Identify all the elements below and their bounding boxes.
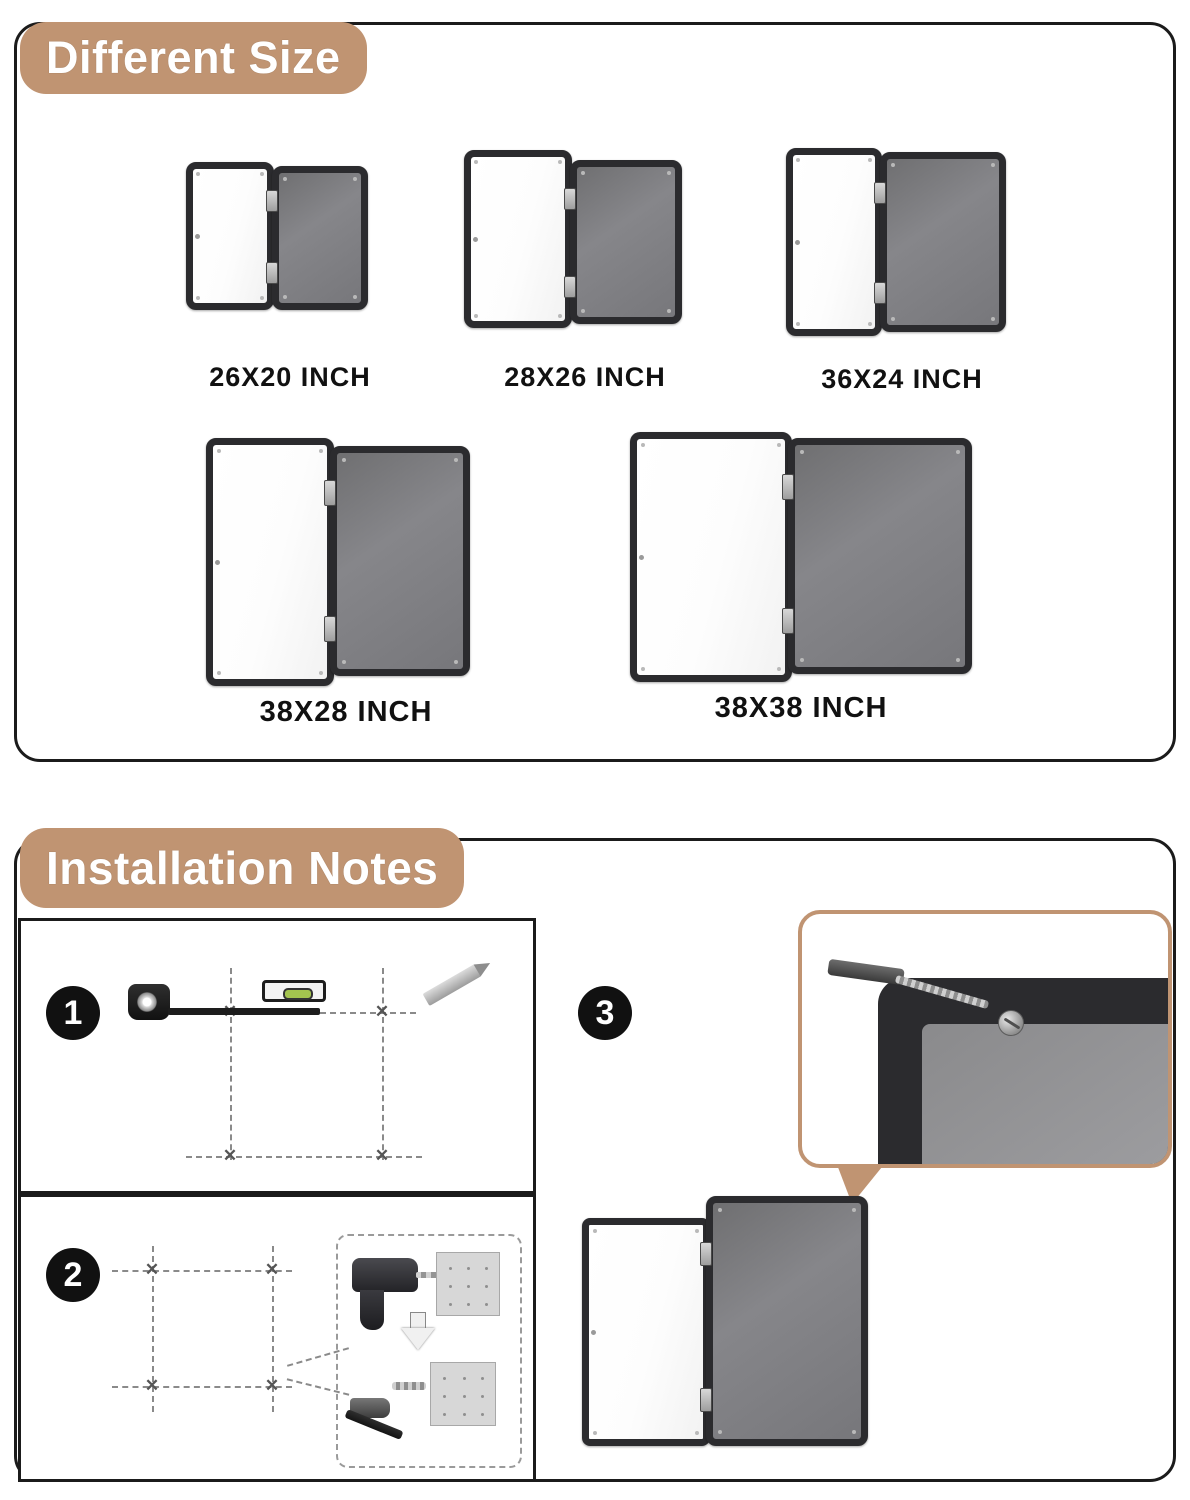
- tape-strip-icon: [168, 1008, 320, 1015]
- step-1-box: [18, 918, 536, 1194]
- hinge-icon: [874, 282, 886, 304]
- hinge-icon: [564, 276, 576, 298]
- size-option-5: [620, 418, 982, 728]
- board-felt-panel: [788, 438, 972, 674]
- board-felt-panel: [272, 166, 368, 310]
- size-option-2: [460, 140, 710, 410]
- size-option-1: [180, 150, 400, 410]
- hinge-icon: [324, 480, 336, 506]
- door-screws-icon: [637, 439, 785, 675]
- mark-x-icon: ✕: [222, 1146, 238, 1165]
- size-option-3: [780, 138, 1024, 410]
- step-3-badge: 3: [578, 986, 632, 1040]
- size-option-4-label: 38X28 INCH: [259, 696, 433, 728]
- board-door: [186, 162, 274, 310]
- size-option-2-label: 28X26 INCH: [504, 362, 666, 392]
- hinge-icon: [266, 262, 278, 284]
- different-size-title: Different Size: [20, 22, 367, 94]
- mark-x-icon: ✕: [264, 1260, 280, 1279]
- step-1-badge: 1: [46, 986, 100, 1040]
- felt-screws-icon: [279, 173, 361, 303]
- size-option-5-label: 38X38 INCH: [714, 692, 888, 724]
- board-door: [464, 150, 572, 328]
- wall-icon: [430, 1362, 496, 1426]
- board-felt-panel: [570, 160, 682, 324]
- wall-anchor-icon: [392, 1382, 426, 1390]
- screw-head-icon: [998, 1010, 1024, 1036]
- down-arrow-icon: [401, 1328, 435, 1350]
- felt-screws-icon: [337, 453, 463, 669]
- hinge-icon: [782, 608, 794, 634]
- size-option-4: [196, 424, 496, 728]
- wall-icon: [436, 1252, 500, 1316]
- felt-screws-icon: [795, 445, 965, 667]
- drill-icon: [352, 1258, 418, 1292]
- door-screws-icon: [793, 155, 875, 329]
- layout-guide-line: [230, 968, 232, 1160]
- size-option-3-label: 36X24 INCH: [821, 364, 983, 394]
- door-screws-icon: [589, 1225, 703, 1439]
- hinge-icon: [874, 182, 886, 204]
- mark-x-icon: ✕: [144, 1376, 160, 1395]
- door-screws-icon: [471, 157, 565, 321]
- corner-detail-callout: [798, 910, 1172, 1168]
- board-felt-detail: [922, 1024, 1172, 1168]
- board-door: [206, 438, 334, 686]
- door-screws-icon: [213, 445, 327, 679]
- mark-x-icon: ✕: [144, 1260, 160, 1279]
- level-icon: [262, 980, 326, 1002]
- tape-measure-icon: [128, 984, 170, 1020]
- board-door: [786, 148, 882, 336]
- mounted-board-icon: [574, 1178, 874, 1478]
- board-felt-panel: [330, 446, 470, 676]
- door-screws-icon: [193, 169, 267, 303]
- hinge-icon: [324, 616, 336, 642]
- mark-x-icon: ✕: [264, 1376, 280, 1395]
- layout-guide-line: [382, 968, 384, 1160]
- hinge-icon: [700, 1388, 712, 1412]
- hinge-icon: [564, 188, 576, 210]
- board-felt-panel: [706, 1196, 868, 1446]
- hinge-icon: [782, 474, 794, 500]
- down-arrow-icon: [410, 1312, 426, 1328]
- felt-screws-icon: [887, 159, 999, 325]
- wall-anchor-icon: [827, 959, 904, 985]
- board-illustration: [196, 424, 496, 724]
- felt-screws-icon: [713, 1203, 861, 1439]
- mark-x-icon: ✕: [374, 1002, 390, 1021]
- board-illustration: [620, 418, 982, 728]
- board-door: [630, 432, 792, 682]
- hinge-icon: [266, 190, 278, 212]
- board-door: [582, 1218, 710, 1446]
- felt-screws-icon: [577, 167, 675, 317]
- mark-x-icon: ✕: [374, 1146, 390, 1165]
- hinge-icon: [700, 1242, 712, 1266]
- size-option-1-label: 26X20 INCH: [209, 362, 371, 392]
- drill-grip-icon: [360, 1290, 384, 1330]
- board-felt-panel: [880, 152, 1006, 332]
- installation-notes-title: Installation Notes: [20, 828, 464, 908]
- step-2-badge: 2: [46, 1248, 100, 1302]
